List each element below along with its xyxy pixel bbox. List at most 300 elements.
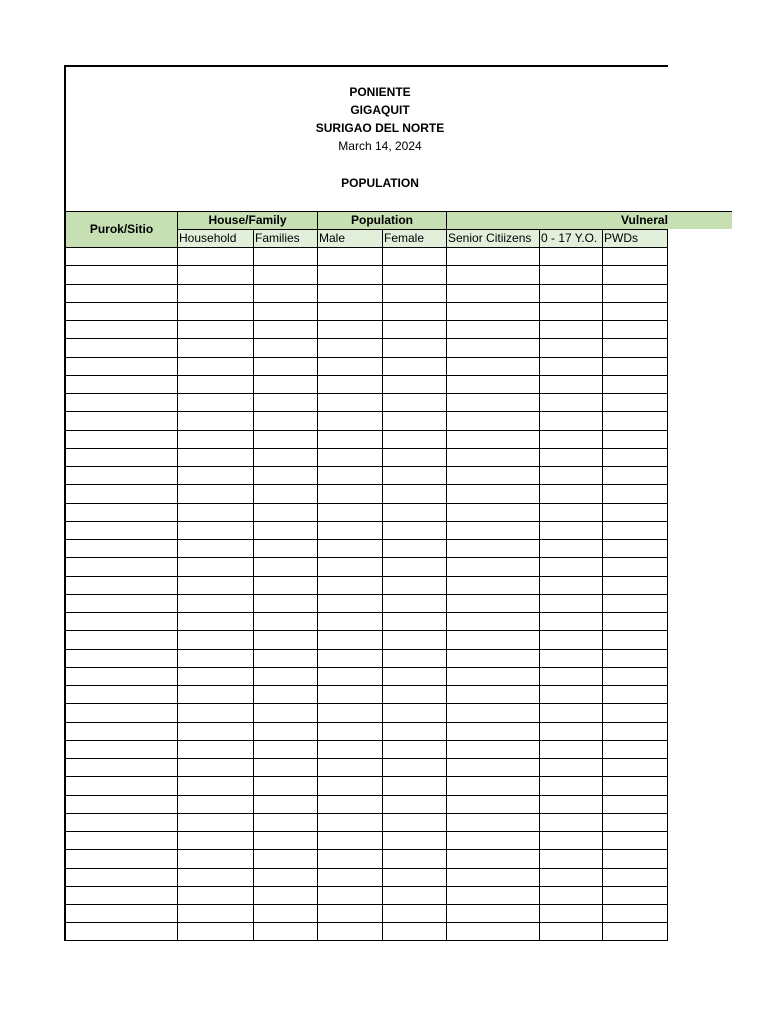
table-cell[interactable] [178,284,254,302]
table-cell[interactable] [318,576,383,594]
table-cell[interactable] [540,503,603,521]
table-cell[interactable] [254,247,318,265]
table-cell[interactable] [540,740,603,758]
table-cell[interactable] [64,448,178,466]
table-cell[interactable] [383,448,447,466]
table-cell[interactable] [447,338,540,356]
table-cell[interactable] [178,849,254,867]
table-cell[interactable] [178,357,254,375]
table-cell[interactable] [64,630,178,648]
table-cell[interactable] [540,667,603,685]
table-cell[interactable] [64,503,178,521]
table-cell[interactable] [447,667,540,685]
table-cell[interactable] [64,667,178,685]
table-cell[interactable] [254,448,318,466]
table-cell[interactable] [178,375,254,393]
table-cell[interactable] [603,667,668,685]
table-cell[interactable] [540,265,603,283]
table-cell[interactable] [447,302,540,320]
table-cell[interactable] [383,813,447,831]
table-cell[interactable] [254,484,318,502]
table-cell[interactable] [383,503,447,521]
table-cell[interactable] [178,758,254,776]
table-cell[interactable] [603,503,668,521]
table-cell[interactable] [447,284,540,302]
table-cell[interactable] [254,539,318,557]
table-cell[interactable] [178,904,254,922]
table-cell[interactable] [178,886,254,904]
table-cell[interactable] [254,284,318,302]
table-cell[interactable] [318,430,383,448]
table-cell[interactable] [64,758,178,776]
table-cell[interactable] [603,393,668,411]
table-cell[interactable] [254,904,318,922]
table-cell[interactable] [318,557,383,575]
table-cell[interactable] [64,284,178,302]
table-cell[interactable] [254,557,318,575]
table-cell[interactable] [540,630,603,648]
table-cell[interactable] [318,886,383,904]
table-cell[interactable] [178,776,254,794]
table-cell[interactable] [603,886,668,904]
table-cell[interactable] [64,265,178,283]
table-cell[interactable] [254,740,318,758]
table-cell[interactable] [540,448,603,466]
table-cell[interactable] [254,265,318,283]
table-cell[interactable] [383,922,447,940]
table-cell[interactable] [254,612,318,630]
table-cell[interactable] [383,904,447,922]
table-cell[interactable] [447,722,540,740]
table-cell[interactable] [64,320,178,338]
table-cell[interactable] [64,685,178,703]
table-cell[interactable] [318,740,383,758]
table-cell[interactable] [540,466,603,484]
table-cell[interactable] [447,813,540,831]
table-cell[interactable] [540,685,603,703]
table-cell[interactable] [383,557,447,575]
table-cell[interactable] [540,868,603,886]
table-cell[interactable] [64,649,178,667]
table-cell[interactable] [64,466,178,484]
table-cell[interactable] [178,576,254,594]
table-cell[interactable] [64,922,178,940]
table-cell[interactable] [383,703,447,721]
table-cell[interactable] [318,320,383,338]
table-cell[interactable] [603,484,668,502]
table-cell[interactable] [383,430,447,448]
table-cell[interactable] [447,357,540,375]
table-cell[interactable] [540,557,603,575]
table-cell[interactable] [178,594,254,612]
table-cell[interactable] [318,466,383,484]
table-cell[interactable] [178,722,254,740]
table-cell[interactable] [254,466,318,484]
table-cell[interactable] [603,375,668,393]
table-cell[interactable] [540,484,603,502]
table-cell[interactable] [603,411,668,429]
table-cell[interactable] [447,247,540,265]
table-cell[interactable] [178,868,254,886]
table-cell[interactable] [447,886,540,904]
table-cell[interactable] [178,338,254,356]
table-cell[interactable] [178,430,254,448]
table-cell[interactable] [178,393,254,411]
table-cell[interactable] [603,922,668,940]
table-cell[interactable] [383,247,447,265]
table-cell[interactable] [318,393,383,411]
table-cell[interactable] [64,904,178,922]
table-cell[interactable] [178,557,254,575]
table-cell[interactable] [178,521,254,539]
table-cell[interactable] [318,302,383,320]
table-cell[interactable] [178,448,254,466]
table-cell[interactable] [603,265,668,283]
table-cell[interactable] [254,302,318,320]
table-cell[interactable] [318,375,383,393]
table-cell[interactable] [178,265,254,283]
table-cell[interactable] [447,503,540,521]
table-cell[interactable] [254,685,318,703]
table-cell[interactable] [383,521,447,539]
table-cell[interactable] [603,338,668,356]
table-cell[interactable] [603,868,668,886]
table-cell[interactable] [64,411,178,429]
table-cell[interactable] [64,557,178,575]
table-cell[interactable] [603,904,668,922]
table-cell[interactable] [447,831,540,849]
table-cell[interactable] [383,284,447,302]
table-cell[interactable] [383,466,447,484]
table-cell[interactable] [383,722,447,740]
table-cell[interactable] [540,649,603,667]
table-cell[interactable] [383,302,447,320]
table-cell[interactable] [603,740,668,758]
table-cell[interactable] [254,375,318,393]
table-cell[interactable] [383,831,447,849]
table-cell[interactable] [318,247,383,265]
table-cell[interactable] [318,776,383,794]
table-cell[interactable] [318,265,383,283]
table-cell[interactable] [254,922,318,940]
table-cell[interactable] [447,594,540,612]
table-cell[interactable] [383,411,447,429]
table-cell[interactable] [447,466,540,484]
table-cell[interactable] [178,630,254,648]
table-cell[interactable] [447,539,540,557]
table-cell[interactable] [603,722,668,740]
table-cell[interactable] [603,302,668,320]
table-cell[interactable] [318,521,383,539]
table-cell[interactable] [254,849,318,867]
table-cell[interactable] [383,539,447,557]
table-cell[interactable] [540,393,603,411]
table-cell[interactable] [64,484,178,502]
table-cell[interactable] [64,795,178,813]
table-cell[interactable] [540,375,603,393]
table-cell[interactable] [254,758,318,776]
table-cell[interactable] [383,484,447,502]
table-cell[interactable] [254,630,318,648]
table-cell[interactable] [540,922,603,940]
table-cell[interactable] [318,795,383,813]
table-cell[interactable] [254,722,318,740]
table-cell[interactable] [254,649,318,667]
table-cell[interactable] [447,448,540,466]
table-cell[interactable] [447,649,540,667]
table-cell[interactable] [318,539,383,557]
table-cell[interactable] [447,430,540,448]
table-cell[interactable] [318,630,383,648]
table-cell[interactable] [318,612,383,630]
table-cell[interactable] [540,758,603,776]
table-cell[interactable] [254,503,318,521]
table-cell[interactable] [178,685,254,703]
table-cell[interactable] [254,521,318,539]
table-cell[interactable] [178,484,254,502]
table-cell[interactable] [603,758,668,776]
table-cell[interactable] [178,411,254,429]
table-cell[interactable] [447,320,540,338]
table-cell[interactable] [603,831,668,849]
table-cell[interactable] [540,722,603,740]
table-cell[interactable] [540,904,603,922]
table-cell[interactable] [603,594,668,612]
table-cell[interactable] [254,776,318,794]
table-cell[interactable] [383,612,447,630]
table-cell[interactable] [383,667,447,685]
table-cell[interactable] [540,411,603,429]
table-cell[interactable] [540,302,603,320]
table-cell[interactable] [540,284,603,302]
table-cell[interactable] [64,722,178,740]
table-cell[interactable] [254,576,318,594]
table-cell[interactable] [540,320,603,338]
table-cell[interactable] [540,849,603,867]
table-cell[interactable] [540,886,603,904]
table-cell[interactable] [603,521,668,539]
table-cell[interactable] [603,466,668,484]
table-cell[interactable] [254,667,318,685]
table-cell[interactable] [447,849,540,867]
table-cell[interactable] [318,484,383,502]
table-cell[interactable] [318,448,383,466]
table-cell[interactable] [447,740,540,758]
table-cell[interactable] [64,338,178,356]
table-cell[interactable] [383,393,447,411]
table-cell[interactable] [540,576,603,594]
table-cell[interactable] [383,375,447,393]
table-cell[interactable] [254,594,318,612]
table-cell[interactable] [603,813,668,831]
table-cell[interactable] [383,630,447,648]
table-cell[interactable] [64,849,178,867]
table-cell[interactable] [64,612,178,630]
table-cell[interactable] [64,740,178,758]
table-cell[interactable] [64,521,178,539]
table-cell[interactable] [540,795,603,813]
table-cell[interactable] [447,612,540,630]
table-cell[interactable] [318,338,383,356]
table-cell[interactable] [64,703,178,721]
table-cell[interactable] [540,612,603,630]
table-cell[interactable] [383,868,447,886]
table-cell[interactable] [383,685,447,703]
table-cell[interactable] [383,795,447,813]
table-cell[interactable] [178,320,254,338]
table-cell[interactable] [318,503,383,521]
table-cell[interactable] [318,594,383,612]
table-cell[interactable] [254,813,318,831]
table-cell[interactable] [254,868,318,886]
table-cell[interactable] [540,430,603,448]
table-cell[interactable] [64,302,178,320]
table-cell[interactable] [178,831,254,849]
table-cell[interactable] [447,685,540,703]
table-cell[interactable] [447,265,540,283]
table-cell[interactable] [318,831,383,849]
table-cell[interactable] [447,758,540,776]
table-cell[interactable] [178,795,254,813]
table-cell[interactable] [603,320,668,338]
table-cell[interactable] [318,703,383,721]
table-cell[interactable] [603,247,668,265]
table-cell[interactable] [64,247,178,265]
table-cell[interactable] [383,776,447,794]
table-cell[interactable] [447,776,540,794]
table-cell[interactable] [383,740,447,758]
table-cell[interactable] [254,831,318,849]
table-cell[interactable] [447,411,540,429]
table-cell[interactable] [318,758,383,776]
table-cell[interactable] [254,703,318,721]
table-cell[interactable] [254,393,318,411]
table-cell[interactable] [447,484,540,502]
table-cell[interactable] [603,649,668,667]
table-cell[interactable] [64,594,178,612]
table-cell[interactable] [318,357,383,375]
table-cell[interactable] [603,849,668,867]
table-cell[interactable] [178,247,254,265]
table-cell[interactable] [178,612,254,630]
table-cell[interactable] [178,466,254,484]
table-cell[interactable] [254,411,318,429]
table-cell[interactable] [254,886,318,904]
table-cell[interactable] [383,849,447,867]
table-cell[interactable] [318,649,383,667]
table-cell[interactable] [64,357,178,375]
table-cell[interactable] [603,776,668,794]
table-cell[interactable] [318,722,383,740]
table-cell[interactable] [603,612,668,630]
table-cell[interactable] [318,904,383,922]
table-cell[interactable] [540,539,603,557]
table-cell[interactable] [540,831,603,849]
table-cell[interactable] [178,649,254,667]
table-cell[interactable] [64,375,178,393]
table-cell[interactable] [447,703,540,721]
table-cell[interactable] [318,813,383,831]
table-cell[interactable] [254,795,318,813]
table-cell[interactable] [603,630,668,648]
table-cell[interactable] [318,922,383,940]
table-cell[interactable] [318,411,383,429]
table-cell[interactable] [603,557,668,575]
table-cell[interactable] [178,922,254,940]
table-cell[interactable] [64,430,178,448]
table-cell[interactable] [447,795,540,813]
table-cell[interactable] [64,576,178,594]
table-cell[interactable] [540,338,603,356]
table-cell[interactable] [318,685,383,703]
table-cell[interactable] [254,357,318,375]
table-cell[interactable] [447,393,540,411]
table-cell[interactable] [447,375,540,393]
table-cell[interactable] [64,539,178,557]
table-cell[interactable] [64,776,178,794]
table-cell[interactable] [318,868,383,886]
table-cell[interactable] [64,393,178,411]
table-cell[interactable] [540,813,603,831]
table-cell[interactable] [64,831,178,849]
table-cell[interactable] [540,703,603,721]
table-cell[interactable] [64,886,178,904]
table-cell[interactable] [318,667,383,685]
table-cell[interactable] [318,284,383,302]
table-cell[interactable] [447,521,540,539]
table-cell[interactable] [603,448,668,466]
table-cell[interactable] [603,685,668,703]
table-cell[interactable] [447,922,540,940]
table-cell[interactable] [603,357,668,375]
table-cell[interactable] [603,430,668,448]
table-cell[interactable] [383,265,447,283]
table-cell[interactable] [178,667,254,685]
table-cell[interactable] [540,521,603,539]
table-cell[interactable] [178,813,254,831]
table-cell[interactable] [383,357,447,375]
table-cell[interactable] [383,576,447,594]
table-cell[interactable] [383,886,447,904]
table-cell[interactable] [603,576,668,594]
table-cell[interactable] [318,849,383,867]
table-cell[interactable] [254,430,318,448]
table-cell[interactable] [383,758,447,776]
table-cell[interactable] [178,740,254,758]
table-cell[interactable] [603,795,668,813]
table-cell[interactable] [178,302,254,320]
table-cell[interactable] [383,338,447,356]
table-cell[interactable] [603,703,668,721]
table-cell[interactable] [64,868,178,886]
table-cell[interactable] [447,557,540,575]
table-cell[interactable] [383,649,447,667]
table-cell[interactable] [64,813,178,831]
table-cell[interactable] [254,338,318,356]
table-cell[interactable] [383,320,447,338]
table-cell[interactable] [383,594,447,612]
table-cell[interactable] [447,630,540,648]
table-cell[interactable] [447,576,540,594]
table-cell[interactable] [540,594,603,612]
table-cell[interactable] [254,320,318,338]
table-cell[interactable] [178,703,254,721]
table-cell[interactable] [447,904,540,922]
table-cell[interactable] [178,539,254,557]
table-cell[interactable] [540,776,603,794]
table-cell[interactable] [603,539,668,557]
table-cell[interactable] [178,503,254,521]
